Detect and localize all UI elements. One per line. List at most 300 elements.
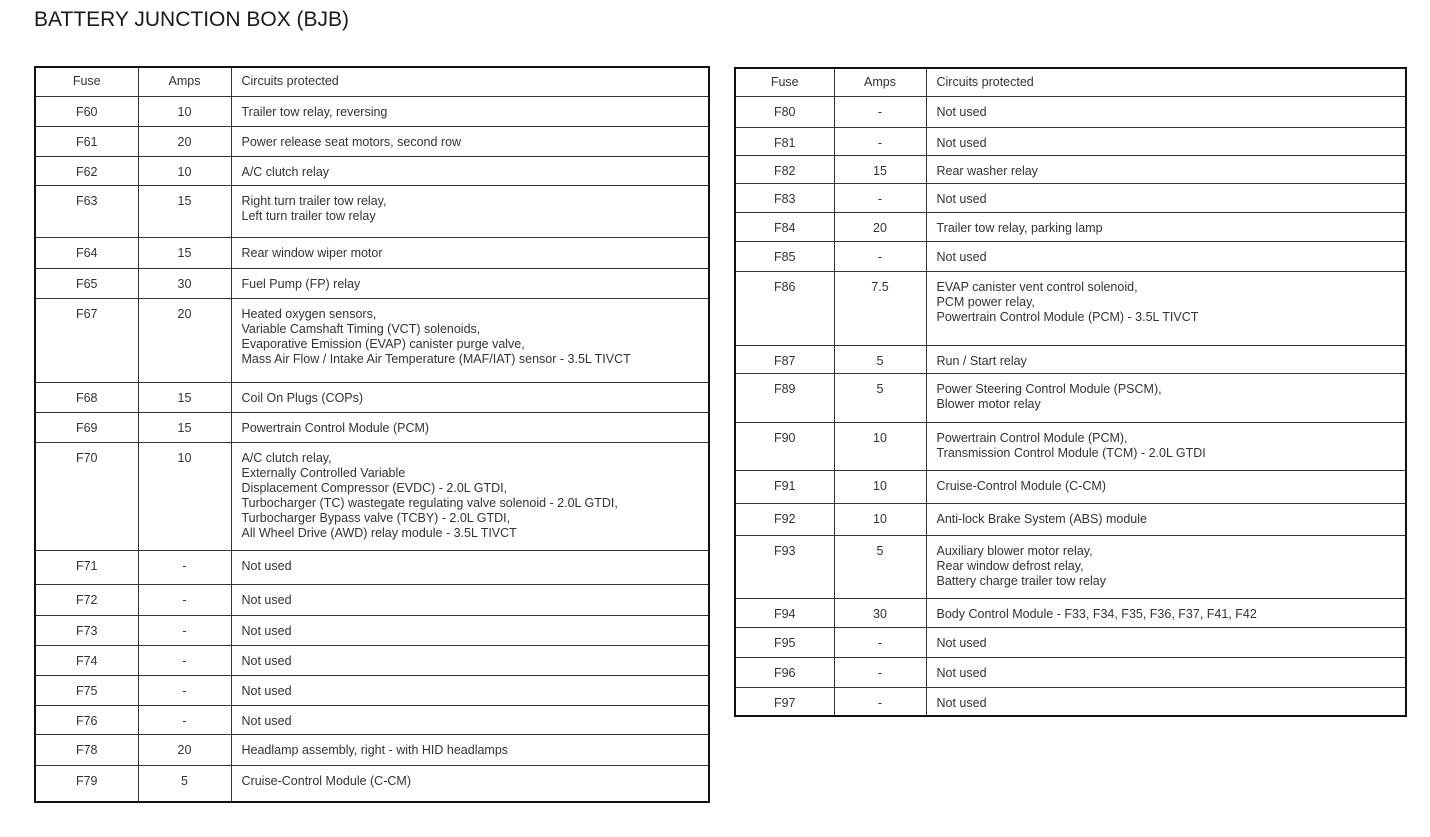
circuit-line: Fuel Pump (FP) relay — [241, 276, 361, 291]
fuse-id-cell — [735, 598, 834, 627]
circuits-cell — [231, 412, 709, 442]
circuits-list — [937, 242, 1406, 265]
table-row — [35, 412, 709, 442]
circuits-cell — [231, 298, 709, 382]
amps-value: 20 — [177, 306, 192, 321]
circuit-line: Rear washer relay — [936, 163, 1038, 178]
circuits-cell — [231, 185, 709, 237]
fuse-id-cell — [735, 535, 834, 598]
circuits-cell — [926, 345, 1406, 373]
circuits-list — [937, 272, 1406, 325]
amps-value: - — [877, 104, 883, 119]
circuits-list — [937, 128, 1406, 151]
fuse-id-cell — [735, 127, 834, 155]
fuse-id-cell — [735, 212, 834, 241]
table-row — [35, 734, 709, 765]
amps-cell — [138, 765, 231, 802]
circuits-list — [937, 504, 1406, 527]
amps-value: - — [182, 653, 187, 668]
amps-cell — [138, 185, 231, 237]
circuits-cell — [231, 96, 709, 126]
amps-cell — [834, 422, 926, 470]
amps-cell — [834, 155, 926, 183]
circuits-list — [242, 585, 709, 608]
fuse-id-cell — [735, 345, 834, 373]
circuits-list — [937, 374, 1406, 412]
amps-cell — [834, 687, 926, 716]
amps-value: 20 — [177, 742, 192, 757]
table-row — [35, 185, 709, 237]
amps-value: 10 — [873, 478, 887, 493]
circuits-list — [937, 471, 1406, 494]
fuse-id: F95 — [773, 635, 796, 650]
circuit-line: Run / Start relay — [936, 353, 1027, 368]
circuits-list — [937, 213, 1406, 236]
fuse-id-cell — [735, 183, 834, 212]
amps-value: 5 — [876, 543, 884, 558]
fuse-id: F93 — [773, 543, 796, 558]
amps-value: 30 — [873, 606, 887, 621]
fuse-id: F86 — [773, 279, 796, 294]
fuse-id: F94 — [773, 606, 796, 621]
circuits-list — [242, 238, 709, 261]
fuse-id: F96 — [773, 665, 796, 680]
amps-value: 5 — [181, 773, 188, 788]
circuit-line: Powertrain Control Module (PCM) — [241, 420, 430, 435]
amps-cell — [834, 241, 926, 271]
table-row — [735, 373, 1406, 422]
circuit-line: Not used — [936, 665, 987, 680]
header-fuse: Fuse — [35, 67, 138, 96]
table-row — [735, 657, 1406, 687]
circuit-line: Not used — [241, 683, 292, 698]
amps-cell — [834, 96, 926, 127]
fuse-id: F90 — [773, 430, 796, 445]
amps-cell — [138, 268, 231, 298]
circuits-list — [937, 97, 1406, 120]
circuits-cell — [926, 503, 1406, 535]
table-header-row — [35, 67, 709, 96]
amps-cell — [138, 675, 231, 705]
circuit-line: Not used — [241, 623, 292, 638]
circuits-list — [242, 269, 709, 292]
page-title: BATTERY JUNCTION BOX (BJB) — [34, 8, 350, 31]
circuit-line: PCM power relay, — [936, 294, 1035, 309]
fuse-table-left-body — [35, 96, 709, 802]
fuse-id-cell — [735, 627, 834, 657]
fuse-id-cell — [35, 550, 138, 584]
fuse-id: F62 — [75, 164, 98, 179]
table-header-row — [735, 68, 1406, 96]
table-row — [35, 705, 709, 734]
table-row — [35, 96, 709, 126]
circuits-cell — [231, 126, 709, 156]
circuit-line: Auxiliary blower motor relay, — [936, 543, 1093, 558]
fuse-id: F79 — [75, 773, 98, 788]
amps-cell — [834, 183, 926, 212]
table-row — [735, 598, 1406, 627]
fuse-id-cell — [735, 241, 834, 271]
amps-value: 15 — [177, 420, 192, 435]
table-row — [35, 675, 709, 705]
circuit-line: Power Steering Control Module (PSCM), — [936, 381, 1162, 396]
amps-value: 5 — [876, 381, 884, 396]
amps-cell — [834, 535, 926, 598]
fuse-id-cell — [735, 271, 834, 345]
fuse-id-cell — [35, 615, 138, 645]
circuits-cell — [926, 657, 1406, 687]
fuse-id-cell — [735, 657, 834, 687]
fuse-id: F84 — [773, 220, 796, 235]
circuits-cell — [926, 598, 1406, 627]
circuits-list — [242, 97, 709, 120]
circuit-line: Not used — [241, 653, 292, 668]
circuits-cell — [926, 470, 1406, 503]
table-row — [35, 126, 709, 156]
circuits-list — [937, 346, 1406, 369]
circuit-line: Not used — [936, 135, 987, 150]
amps-cell — [834, 212, 926, 241]
fuse-id: F85 — [773, 249, 796, 264]
table-row — [35, 237, 709, 268]
amps-cell — [138, 734, 231, 765]
fuse-id-cell — [35, 765, 138, 802]
table-row — [35, 382, 709, 412]
circuits-list — [242, 383, 709, 406]
circuits-cell — [926, 373, 1406, 422]
table-row — [35, 765, 709, 802]
header-circuits: Circuits protected — [231, 67, 709, 96]
amps-cell — [138, 126, 231, 156]
fuse-id: F70 — [75, 450, 98, 465]
fuse-id: F91 — [773, 478, 796, 493]
fuse-id: F81 — [773, 135, 796, 150]
circuits-list — [242, 706, 709, 729]
circuits-cell — [231, 584, 709, 615]
circuits-list — [242, 735, 709, 758]
table-row — [35, 268, 709, 298]
amps-value: - — [182, 623, 187, 638]
table-row — [35, 156, 709, 185]
fuse-id: F92 — [773, 511, 796, 526]
fuse-id-cell — [735, 373, 834, 422]
amps-value: 15 — [177, 245, 192, 260]
circuits-list — [242, 299, 709, 367]
circuits-cell — [231, 765, 709, 802]
amps-cell — [138, 298, 231, 382]
circuit-line: Left turn trailer tow relay — [241, 208, 376, 223]
fuse-table-right-body — [735, 96, 1406, 716]
circuit-line: Trailer tow relay, parking lamp — [936, 220, 1103, 235]
amps-value: 20 — [873, 220, 887, 235]
circuit-line: Heated oxygen sensors, — [241, 306, 377, 321]
circuits-cell — [926, 212, 1406, 241]
circuit-line: Mass Air Flow / Intake Air Temperature (MAF/IAT) sensor - 3.5L TIVCT — [241, 351, 631, 366]
circuit-line: Powertrain Control Module (PCM), — [936, 430, 1128, 445]
amps-value: 10 — [873, 430, 887, 445]
fuse-id: F72 — [75, 592, 98, 607]
table-row — [735, 345, 1406, 373]
amps-cell — [138, 382, 231, 412]
circuits-cell — [926, 271, 1406, 345]
table-row — [735, 503, 1406, 535]
circuit-line: Cruise-Control Module (C-CM) — [936, 478, 1106, 493]
header-circuits: Circuits protected — [926, 68, 1406, 96]
circuit-line: Transmission Control Module (TCM) - 2.0L GTDI — [936, 445, 1206, 460]
table-row — [35, 584, 709, 615]
fuse-id: F80 — [773, 104, 796, 119]
circuit-line: Cruise-Control Module (C-CM) — [241, 773, 411, 788]
circuit-line: Displacement Compressor (EVDC) - 2.0L GTDI, — [241, 480, 508, 495]
amps-value: 15 — [177, 390, 192, 405]
amps-value: 10 — [177, 450, 192, 465]
amps-value: - — [182, 713, 187, 728]
circuit-line: A/C clutch relay, — [241, 450, 332, 465]
circuit-line: Headlamp assembly, right - with HID headlamps — [241, 742, 509, 757]
table-row — [35, 615, 709, 645]
circuit-line: Powertrain Control Module (PCM) - 3.5L TIVCT — [936, 309, 1199, 324]
circuits-list — [937, 628, 1406, 651]
circuit-line: Turbocharger (TC) wastegate regulating valve solenoid - 2.0L GTDI, — [241, 495, 618, 510]
circuits-cell — [231, 705, 709, 734]
fuse-id: F64 — [75, 245, 98, 260]
circuits-list — [242, 646, 709, 669]
table-row — [35, 550, 709, 584]
fuse-id-cell — [35, 734, 138, 765]
table-row — [735, 470, 1406, 503]
amps-cell — [834, 373, 926, 422]
amps-value: 5 — [876, 353, 884, 368]
amps-cell — [138, 442, 231, 550]
circuits-list — [242, 616, 709, 639]
circuit-line: Battery charge trailer tow relay — [936, 573, 1107, 588]
fuse-id-cell — [735, 155, 834, 183]
circuits-cell — [926, 155, 1406, 183]
circuits-cell — [926, 183, 1406, 212]
fuse-id: F74 — [75, 653, 98, 668]
circuit-line: All Wheel Drive (AWD) relay module - 3.5L TIVCT — [241, 525, 517, 540]
amps-value: - — [182, 592, 187, 607]
circuits-cell — [926, 127, 1406, 155]
amps-cell — [138, 550, 231, 584]
circuits-list — [242, 186, 709, 224]
circuit-line: Evaporative Emission (EVAP) canister purge valve, — [241, 336, 525, 351]
amps-value: - — [182, 558, 187, 573]
circuits-cell — [231, 645, 709, 675]
header-amps: Amps — [834, 68, 926, 96]
fuse-id: F76 — [75, 713, 98, 728]
amps-value: - — [877, 665, 883, 680]
fuse-id-cell — [35, 96, 138, 126]
table-row — [735, 96, 1406, 127]
fuse-id: F97 — [773, 695, 796, 710]
fuse-id-cell — [35, 705, 138, 734]
circuit-line: Trailer tow relay, reversing — [241, 104, 388, 119]
amps-value: 10 — [177, 164, 192, 179]
circuits-cell — [926, 241, 1406, 271]
circuit-line: Rear window wiper motor — [241, 245, 383, 260]
fuse-id-cell — [35, 156, 138, 185]
fuse-id-cell — [35, 185, 138, 237]
circuit-line: Blower motor relay — [936, 396, 1041, 411]
fuse-table-right — [734, 67, 1407, 717]
fuse-id: F61 — [75, 134, 98, 149]
circuits-list — [937, 599, 1406, 622]
circuits-list — [937, 184, 1406, 207]
circuits-cell — [926, 627, 1406, 657]
circuit-line: Coil On Plugs (COPs) — [241, 390, 364, 405]
fuse-id: F83 — [773, 191, 796, 206]
fuse-id-cell — [735, 470, 834, 503]
amps-cell — [834, 657, 926, 687]
circuits-cell — [231, 734, 709, 765]
amps-value: - — [877, 191, 883, 206]
amps-cell — [138, 237, 231, 268]
circuit-line: Not used — [936, 191, 987, 206]
fuse-id: F69 — [75, 420, 98, 435]
circuits-cell — [231, 442, 709, 550]
fuse-id: F60 — [75, 104, 98, 119]
amps-value: 30 — [177, 276, 192, 291]
circuit-line: Turbocharger Bypass valve (TCBY) - 2.0L GTDI, — [241, 510, 511, 525]
circuits-list — [242, 676, 709, 699]
fuse-id-cell — [35, 442, 138, 550]
circuits-list — [242, 127, 709, 150]
fuse-id: F73 — [75, 623, 98, 638]
circuit-line: Not used — [241, 558, 292, 573]
circuits-cell — [926, 96, 1406, 127]
circuit-line: Body Control Module - F33, F34, F35, F36, F37, F41, F42 — [936, 606, 1257, 621]
circuit-line: Power release seat motors, second row — [241, 134, 462, 149]
circuit-line: Not used — [241, 592, 292, 607]
amps-value: 10 — [177, 104, 192, 119]
circuits-list — [242, 551, 709, 574]
circuit-line: A/C clutch relay — [241, 164, 330, 179]
table-row — [735, 155, 1406, 183]
circuit-line: Not used — [241, 713, 292, 728]
circuits-list — [937, 156, 1406, 179]
amps-value: - — [877, 695, 883, 710]
table-row — [35, 645, 709, 675]
circuit-line: Anti-lock Brake System (ABS) module — [936, 511, 1147, 526]
amps-value: 7.5 — [871, 279, 889, 294]
amps-cell — [834, 627, 926, 657]
amps-value: 15 — [873, 163, 887, 178]
fuse-id-cell — [35, 268, 138, 298]
amps-cell — [834, 271, 926, 345]
circuit-line: Right turn trailer tow relay, — [241, 193, 387, 208]
amps-cell — [834, 503, 926, 535]
circuits-list — [242, 157, 709, 180]
circuits-list — [242, 443, 709, 541]
fuse-id: F89 — [773, 381, 796, 396]
circuits-cell — [231, 675, 709, 705]
fuse-id-cell — [35, 298, 138, 382]
fuse-id: F82 — [773, 163, 796, 178]
circuits-list — [937, 688, 1406, 711]
table-row — [735, 535, 1406, 598]
table-row — [735, 687, 1406, 716]
amps-cell — [138, 412, 231, 442]
table-row — [35, 298, 709, 382]
amps-value: - — [877, 135, 883, 150]
circuit-line: Not used — [936, 695, 987, 710]
table-row — [735, 627, 1406, 657]
amps-value: - — [182, 683, 187, 698]
circuits-cell — [926, 422, 1406, 470]
header-amps: Amps — [138, 67, 231, 96]
fuse-id: F75 — [75, 683, 98, 698]
amps-cell — [834, 470, 926, 503]
fuse-id: F87 — [773, 353, 796, 368]
fuse-id-cell — [735, 503, 834, 535]
table-row — [35, 442, 709, 550]
fuse-id: F65 — [75, 276, 98, 291]
table-row — [735, 212, 1406, 241]
circuits-cell — [231, 382, 709, 412]
circuits-cell — [231, 156, 709, 185]
amps-cell — [138, 96, 231, 126]
fuse-id-cell — [735, 96, 834, 127]
circuits-list — [242, 766, 709, 789]
fuse-id-cell — [735, 422, 834, 470]
circuits-cell — [231, 237, 709, 268]
circuits-cell — [926, 687, 1406, 716]
amps-cell — [138, 615, 231, 645]
circuit-line: Not used — [936, 104, 987, 119]
circuits-list — [937, 536, 1406, 589]
circuit-line: Not used — [936, 249, 987, 264]
table-row — [735, 241, 1406, 271]
fuse-id-cell — [35, 126, 138, 156]
fuse-id-cell — [35, 412, 138, 442]
amps-cell — [138, 705, 231, 734]
fuse-id-cell — [35, 237, 138, 268]
fuse-id: F67 — [75, 306, 98, 321]
circuit-line: Externally Controlled Variable — [241, 465, 406, 480]
amps-cell — [138, 645, 231, 675]
circuits-list — [937, 423, 1406, 461]
table-row — [735, 271, 1406, 345]
circuits-cell — [231, 268, 709, 298]
circuit-line: Rear window defrost relay, — [936, 558, 1084, 573]
fuse-id: F78 — [75, 742, 98, 757]
circuits-list — [242, 413, 709, 436]
amps-value: 20 — [177, 134, 192, 149]
header-fuse: Fuse — [735, 68, 834, 96]
amps-value: - — [877, 635, 883, 650]
table-row — [735, 422, 1406, 470]
amps-cell — [138, 584, 231, 615]
fuse-id-cell — [735, 687, 834, 716]
fuse-id-cell — [35, 675, 138, 705]
circuits-list — [937, 658, 1406, 681]
table-row — [735, 127, 1406, 155]
fuse-table-left — [34, 66, 710, 803]
fuse-id: F63 — [75, 193, 98, 208]
amps-value: - — [877, 249, 883, 264]
circuits-cell — [926, 535, 1406, 598]
amps-value: 15 — [177, 193, 192, 208]
circuits-cell — [231, 615, 709, 645]
amps-cell — [834, 598, 926, 627]
circuit-line: EVAP canister vent control solenoid, — [936, 279, 1138, 294]
amps-cell — [138, 156, 231, 185]
circuit-line: Not used — [936, 635, 987, 650]
amps-cell — [834, 127, 926, 155]
fuse-id-cell — [35, 382, 138, 412]
fuse-id: F71 — [75, 558, 98, 573]
